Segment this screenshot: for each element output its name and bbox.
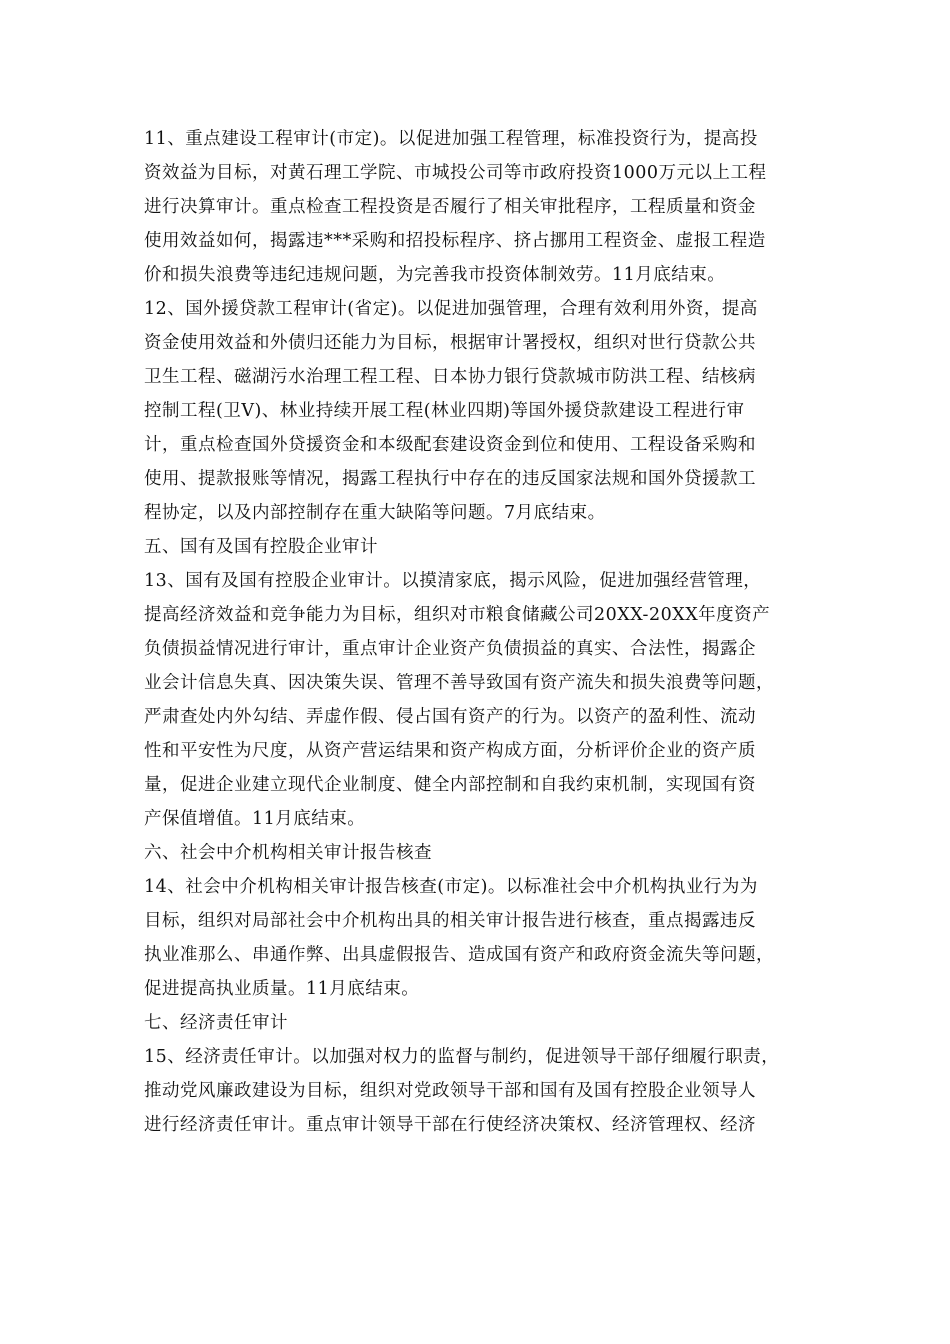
text-line: 15、经济责任审计。以加强对权力的监督与制约，促进领导干部仔细履行职责，	[144, 1047, 780, 1067]
section-heading-h7	[144, 1006, 810, 1040]
text-line: 五、国有及国有控股企业审计	[144, 537, 378, 557]
text-line: 进行决算审计。重点检查工程投资是否履行了相关审批程序，工程质量和资金	[144, 197, 756, 217]
section-heading-h5	[144, 530, 810, 564]
text-line: 控制工程(卫Ⅴ)、林业持续开展工程(林业四期)等国外援贷款建设工程进行审	[144, 401, 745, 421]
text-line: 价和损失浪费等违纪违规问题，为完善我市投资体制效劳。11月底结束。	[144, 265, 726, 285]
text-line: 产保值增值。11月底结束。	[144, 809, 366, 829]
paragraph-p14	[144, 870, 810, 1006]
paragraph-p15	[144, 1040, 810, 1142]
text-line: 12、国外援贷款工程审计(省定)。以促进加强管理，合理有效利用外资，提高	[144, 299, 758, 319]
text-line: 卫生工程、磁湖污水治理工程工程、日本协力银行贷款城市防洪工程、结核病	[144, 367, 756, 387]
text-line: 计，重点检查国外贷援资金和本级配套建设资金到位和使用、工程设备采购和	[144, 435, 756, 455]
text-line: 提高经济效益和竞争能力为目标，组织对市粮食储藏公司20XX-20XX年度资产	[144, 605, 771, 625]
text-line: 负债损益情况进行审计，重点审计企业资产负债损益的真实、合法性，揭露企	[144, 639, 756, 659]
text-line: 目标，组织对局部社会中介机构出具的相关审计报告进行核查，重点揭露违反	[144, 911, 756, 931]
text-line: 13、国有及国有控股企业审计。以摸清家底，揭示风险，促进加强经营管理，	[144, 571, 762, 591]
text-line: 性和平安性为尺度，从资产营运结果和资产构成方面，分析评价企业的资产质	[144, 741, 756, 761]
text-line: 严肃查处内外勾结、弄虚作假、侵占国有资产的行为。以资产的盈利性、流动	[144, 707, 756, 727]
paragraph-p12	[144, 292, 810, 530]
text-line: 进行经济责任审计。重点审计领导干部在行使经济决策权、经济管理权、经济	[144, 1115, 756, 1135]
paragraph-p11	[144, 122, 810, 292]
text-line: 推动党风廉政建设为目标，组织对党政领导干部和国有及国有控股企业领导人	[144, 1081, 756, 1101]
document-body	[144, 122, 810, 1142]
text-line: 六、社会中介机构相关审计报告核查	[144, 843, 432, 863]
text-line: 资效益为目标，对黄石理工学院、市城投公司等市政府投资1000万元以上工程	[144, 163, 767, 183]
section-heading-h6	[144, 836, 810, 870]
text-line: 七、经济责任审计	[144, 1013, 288, 1033]
text-line: 程协定，以及内部控制存在重大缺陷等问题。7月底结束。	[144, 503, 606, 523]
text-line: 量，促进企业建立现代企业制度、健全内部控制和自我约束机制，实现国有资	[144, 775, 756, 795]
text-line: 资金使用效益和外债归还能力为目标，根据审计署授权，组织对世行贷款公共	[144, 333, 756, 353]
paragraph-p13	[144, 564, 810, 836]
text-line: 执业准那么、串通作弊、出具虚假报告、造成国有资产和政府资金流失等问题，	[144, 945, 774, 965]
text-line: 使用、提款报账等情况，揭露工程执行中存在的违反国家法规和国外贷援款工	[144, 469, 756, 489]
text-line: 业会计信息失真、因决策失误、管理不善导致国有资产流失和损失浪费等问题，	[144, 673, 774, 693]
text-line: 使用效益如何，揭露违***采购和招投标程序、挤占挪用工程资金、虚报工程造	[144, 231, 766, 251]
text-line: 促进提高执业质量。11月底结束。	[144, 979, 420, 999]
text-line: 14、社会中介机构相关审计报告核查(市定)。以标准社会中介机构执业行为为	[144, 877, 758, 897]
text-line: 11、重点建设工程审计(市定)。以促进加强工程管理，标准投资行为，提高投	[144, 129, 758, 149]
